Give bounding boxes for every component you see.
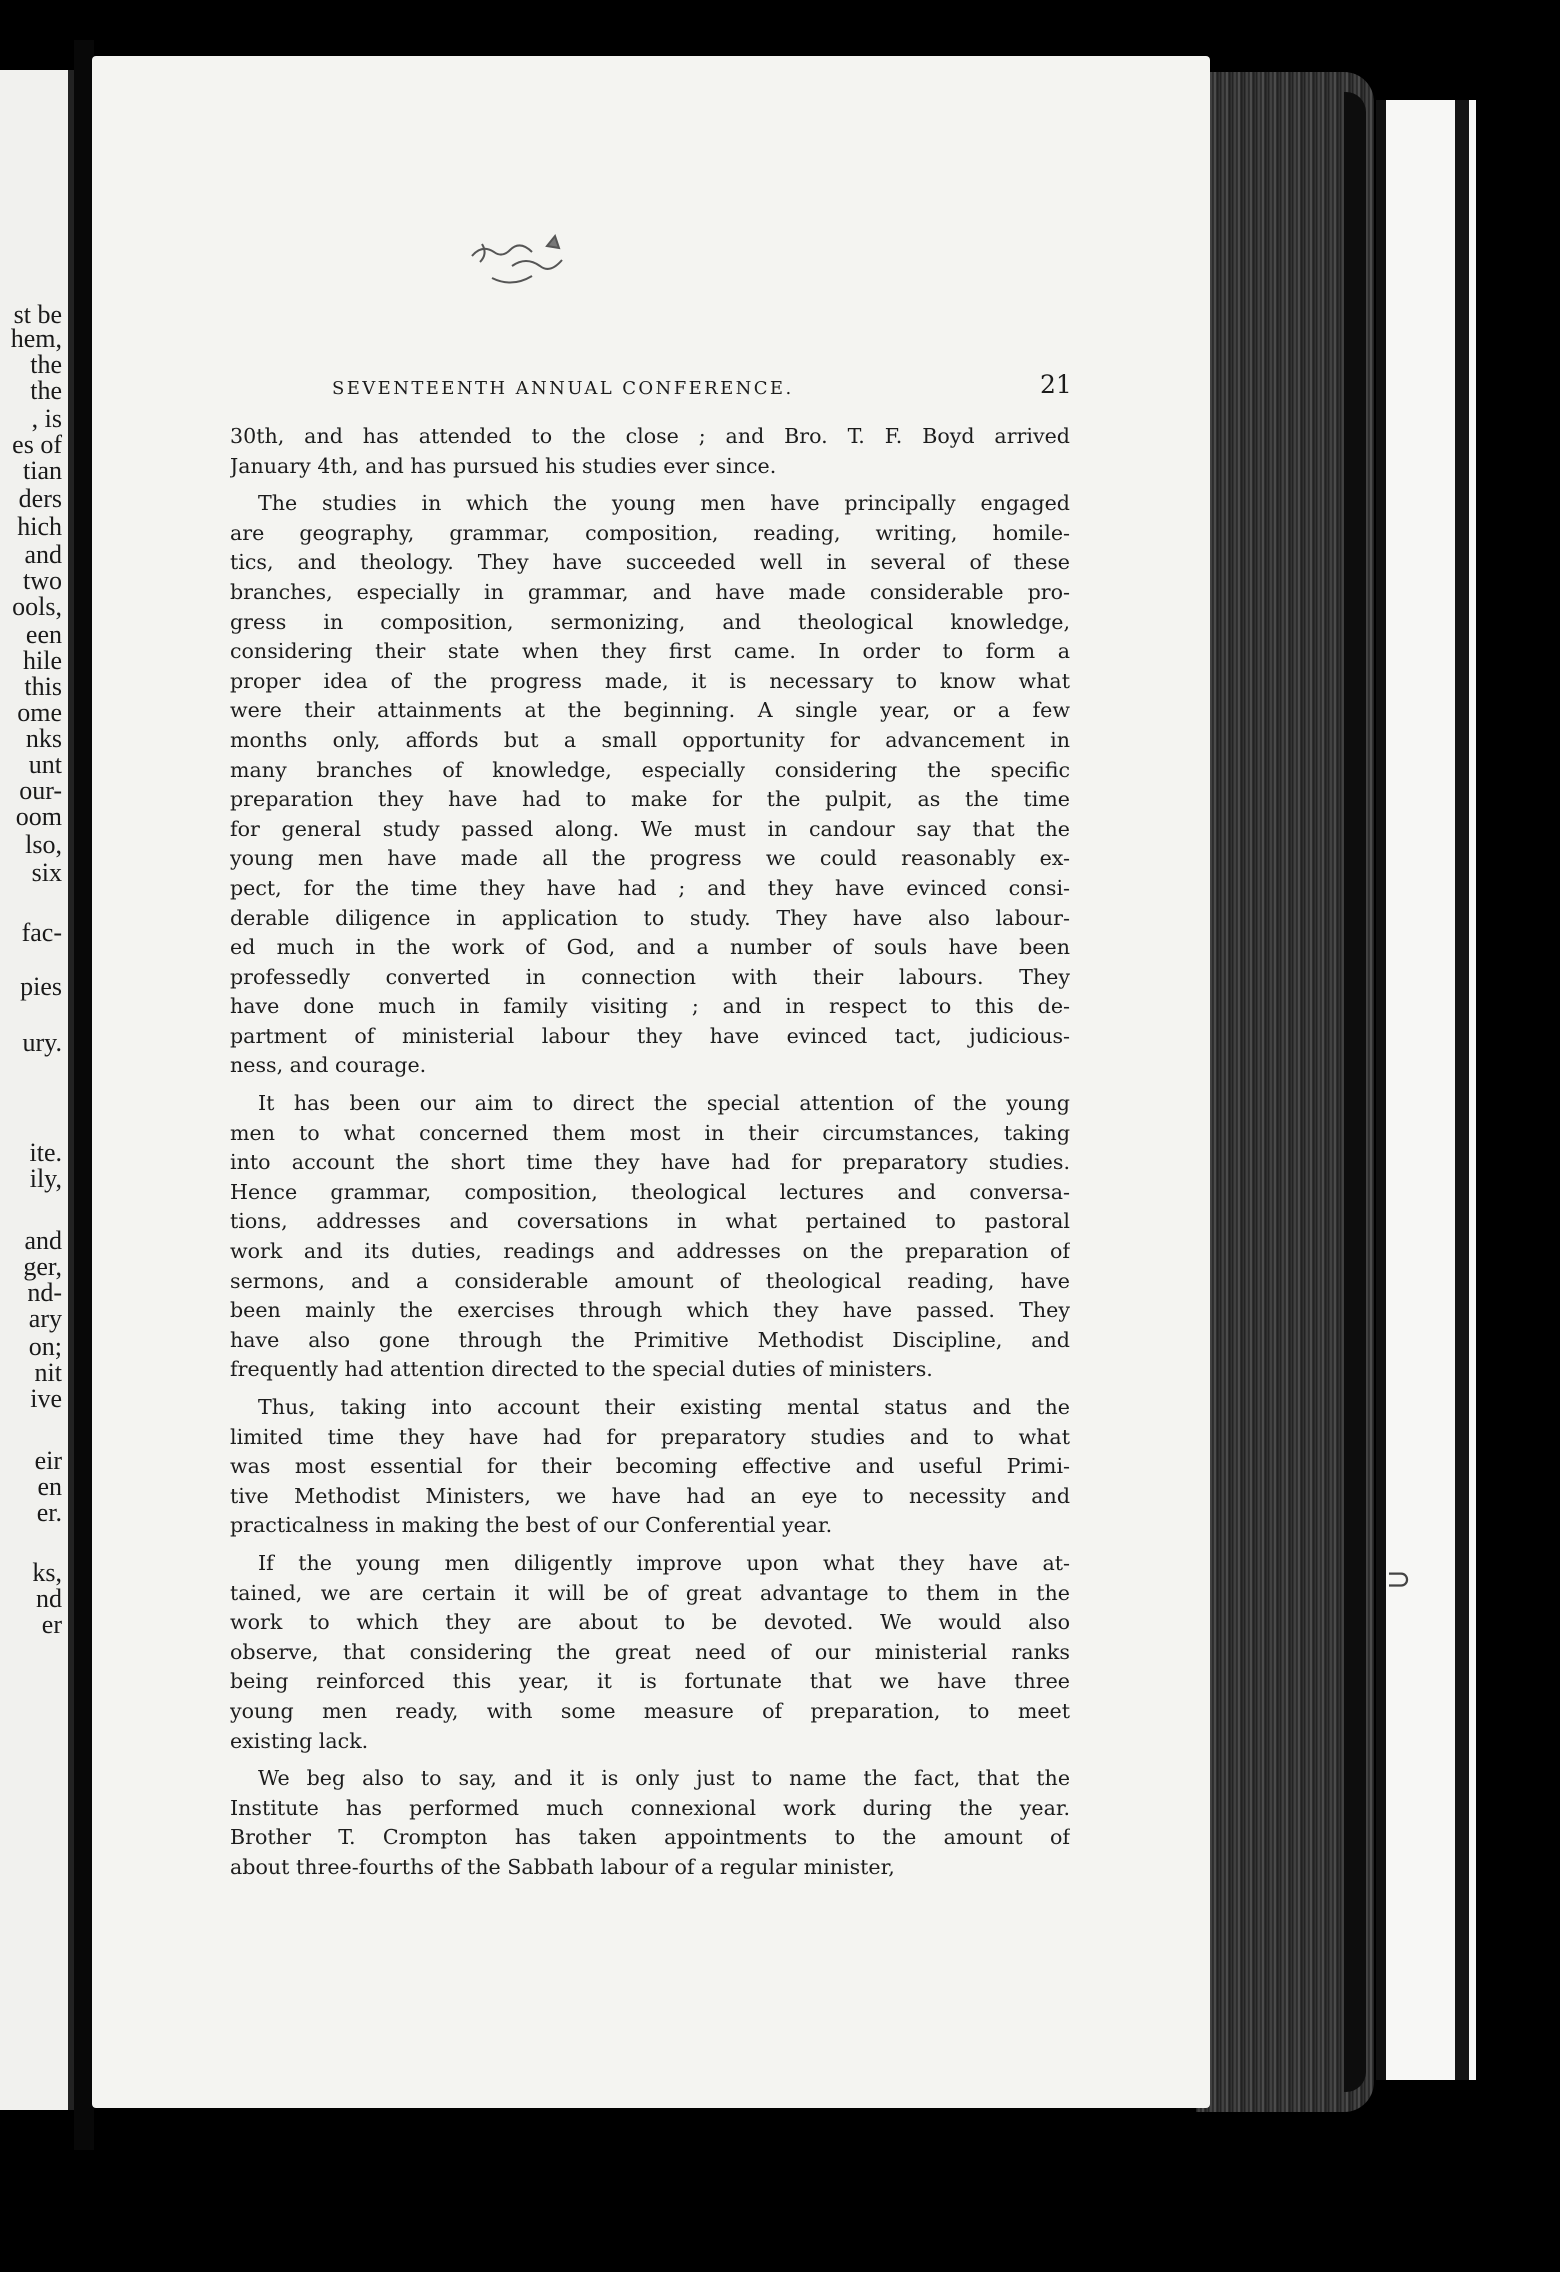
facing-page-fragment: nd bbox=[36, 1584, 62, 1613]
text-line: preparation they have had to make for the pulpit, as the time bbox=[230, 787, 1070, 812]
text-line: If the young men diligently improve upon what they have at- bbox=[258, 1550, 1070, 1575]
facing-page-fragment: er. bbox=[36, 1498, 62, 1527]
facing-page-fragment: een bbox=[25, 620, 62, 649]
facing-page-fragment: the bbox=[30, 350, 62, 379]
facing-page-fragment: our- bbox=[19, 776, 62, 805]
facing-page-fragment: nks bbox=[25, 724, 62, 753]
text-line: tained, we are certain it will be of great advantage to them in the bbox=[230, 1580, 1070, 1605]
text-line: sermons, and a considerable amount of theological reading, have bbox=[230, 1268, 1070, 1293]
text-line: professedly converted in connection with their labours. They bbox=[230, 964, 1070, 989]
facing-page-fragment: nd- bbox=[27, 1278, 62, 1307]
facing-page-fragment: oom bbox=[15, 802, 62, 831]
text-line: It has been our aim to direct the special attention of the young bbox=[258, 1091, 1070, 1116]
text-line: tive Methodist Ministers, we have had an eye to necessity and bbox=[230, 1483, 1070, 1508]
facing-page-fragment: hem, bbox=[10, 324, 62, 353]
text-line: young men ready, with some measure of preparation, to meet bbox=[230, 1698, 1070, 1723]
text-line: 30th, and has attended to the close ; and Bro. T. F. Boyd arrived bbox=[230, 424, 1070, 448]
text-line: frequently had attention directed to the special duties of ministers. bbox=[230, 1357, 933, 1382]
text-line: about three-fourths of the Sabbath labour of a regular minister, bbox=[230, 1854, 895, 1879]
text-line: partment of ministerial labour they have evinced tact, judicious- bbox=[230, 1023, 1070, 1048]
text-line: ed much in the work of God, and a number of souls have been bbox=[230, 935, 1070, 960]
facing-page-fragment: two bbox=[23, 566, 62, 595]
body-text bbox=[230, 422, 1070, 1891]
text-line: January 4th, and has pursued his studies ever since. bbox=[230, 453, 777, 478]
book-page bbox=[92, 56, 1210, 2108]
facing-page-fragment: ger, bbox=[23, 1252, 62, 1281]
paragraph bbox=[230, 422, 1070, 481]
facing-page-fragment: this bbox=[24, 672, 62, 701]
text-line: branches, especially in grammar, and have made considerable pro- bbox=[230, 579, 1070, 604]
text-line: derable diligence in application to study. They have also labour- bbox=[230, 905, 1070, 930]
text-line: The studies in which the young men have principally engaged bbox=[258, 491, 1070, 516]
facing-page bbox=[0, 70, 74, 2110]
facing-page-fragment: pies bbox=[20, 972, 62, 1001]
text-line: being reinforced this year, it is fortunate that we have three bbox=[230, 1669, 1070, 1694]
text-line: months only, affords but a small opportunity for advancement in bbox=[230, 727, 1070, 752]
book-gutter bbox=[74, 40, 94, 2150]
text-line: were their attainments at the beginning. A single year, or a few bbox=[230, 698, 1070, 723]
text-line: Institute has performed much connexional work during the year. bbox=[230, 1795, 1070, 1820]
facing-page-fragment: , is bbox=[31, 404, 62, 433]
facing-page-fragment: st be bbox=[13, 300, 62, 329]
text-line: men to what concerned them most in their circumstances, taking bbox=[230, 1120, 1070, 1145]
facing-page-fragment: hile bbox=[23, 646, 62, 675]
running-head: SEVENTEENTH ANNUAL CONFERENCE. bbox=[332, 378, 794, 399]
facing-page-fragment: ary bbox=[28, 1304, 62, 1333]
text-line: are geography, grammar, composition, reading, writing, homile- bbox=[230, 520, 1070, 545]
text-line: work and its duties, readings and addresses on the preparation of bbox=[230, 1239, 1070, 1264]
facing-page-fragment: er bbox=[41, 1610, 62, 1639]
text-line: limited time they have had for preparatory studies and to what bbox=[230, 1424, 1070, 1449]
facing-page-fragment: six bbox=[31, 858, 62, 887]
text-line: tions, addresses and coversations in what pertained to pastoral bbox=[230, 1209, 1070, 1234]
facing-page-fragment: ools, bbox=[12, 592, 62, 621]
paragraph bbox=[230, 1393, 1070, 1541]
text-line: have done much in family visiting ; and in respect to this de- bbox=[230, 994, 1070, 1019]
facing-page-fragment: ury. bbox=[22, 1028, 62, 1057]
facing-page-fragment: and bbox=[24, 540, 62, 569]
text-line: young men have made all the progress we could reasonably ex- bbox=[230, 846, 1070, 871]
text-line: We beg also to say, and it is only just to name the fact, that the bbox=[258, 1766, 1070, 1791]
text-line: considering their state when they first came. In order to form a bbox=[230, 639, 1070, 664]
paragraph bbox=[230, 1089, 1070, 1385]
text-line: pect, for the time they have had ; and they have evinced consi- bbox=[230, 875, 1070, 900]
text-line: observe, that considering the great need of our ministerial ranks bbox=[230, 1639, 1070, 1664]
text-line: gress in composition, sermonizing, and theological knowledge, bbox=[230, 609, 1070, 634]
text-line: proper idea of the progress made, it is necessary to know what bbox=[230, 668, 1070, 693]
text-line: many branches of knowledge, especially considering the specific bbox=[230, 757, 1070, 782]
text-line: have also gone through the Primitive Methodist Discipline, and bbox=[230, 1327, 1070, 1352]
text-line: was most essential for their becoming effective and useful Primi- bbox=[230, 1454, 1070, 1479]
facing-page-fragment: on; bbox=[28, 1332, 62, 1361]
paragraph bbox=[230, 1549, 1070, 1756]
facing-page-fragment: the bbox=[30, 376, 62, 405]
facing-page-fragment: ily, bbox=[29, 1164, 62, 1193]
ink-stamp-icon bbox=[452, 216, 612, 306]
page-number: 21 bbox=[1040, 370, 1072, 399]
paragraph bbox=[230, 489, 1070, 1081]
text-line: for general study passed along. We must in candour say that the bbox=[230, 816, 1070, 841]
text-line: existing lack. bbox=[230, 1728, 369, 1753]
page-edges bbox=[1196, 72, 1374, 2112]
facing-page-fragment: unt bbox=[28, 750, 62, 779]
facing-page-fragment: eir bbox=[34, 1446, 62, 1475]
facing-page-fragment: nit bbox=[34, 1358, 62, 1387]
facing-page-fragment: fac- bbox=[21, 918, 62, 947]
facing-page-fragment: hich bbox=[17, 512, 62, 541]
text-line: into account the short time they have had for preparatory studies. bbox=[230, 1150, 1070, 1175]
facing-page-fragment: es of bbox=[12, 430, 62, 459]
facing-page-fragment: ite. bbox=[29, 1138, 62, 1167]
facing-page-fragment: en bbox=[37, 1472, 62, 1501]
text-line: tics, and theology. They have succeeded well in several of these bbox=[230, 550, 1070, 575]
facing-page-fragment: lso, bbox=[25, 830, 62, 859]
text-line: Thus, taking into account their existing mental status and the bbox=[258, 1395, 1070, 1419]
text-line: Hence grammar, composition, theological lectures and conversa- bbox=[230, 1179, 1070, 1204]
facing-page-fragment: ks, bbox=[32, 1558, 62, 1587]
facing-page-fragment: tian bbox=[23, 456, 62, 485]
text-line: work to which they are about to be devoted. We would also bbox=[230, 1610, 1070, 1635]
margin-mark-icon: ⊃ bbox=[1386, 1562, 1412, 1597]
text-line: practicalness in making the best of our Conferential year. bbox=[230, 1513, 833, 1538]
facing-page-fragment: ome bbox=[17, 698, 62, 727]
text-line: ness, and courage. bbox=[230, 1053, 427, 1078]
text-line: Brother T. Crompton has taken appointments to the amount of bbox=[230, 1825, 1070, 1850]
cover-shadow bbox=[1455, 100, 1469, 2080]
facing-page-fragment: and bbox=[24, 1226, 62, 1255]
facing-page-fragment: ders bbox=[18, 484, 62, 513]
text-line: been mainly the exercises through which they have passed. They bbox=[230, 1298, 1070, 1323]
facing-page-fragment: ive bbox=[30, 1384, 62, 1413]
paragraph bbox=[230, 1764, 1070, 1882]
